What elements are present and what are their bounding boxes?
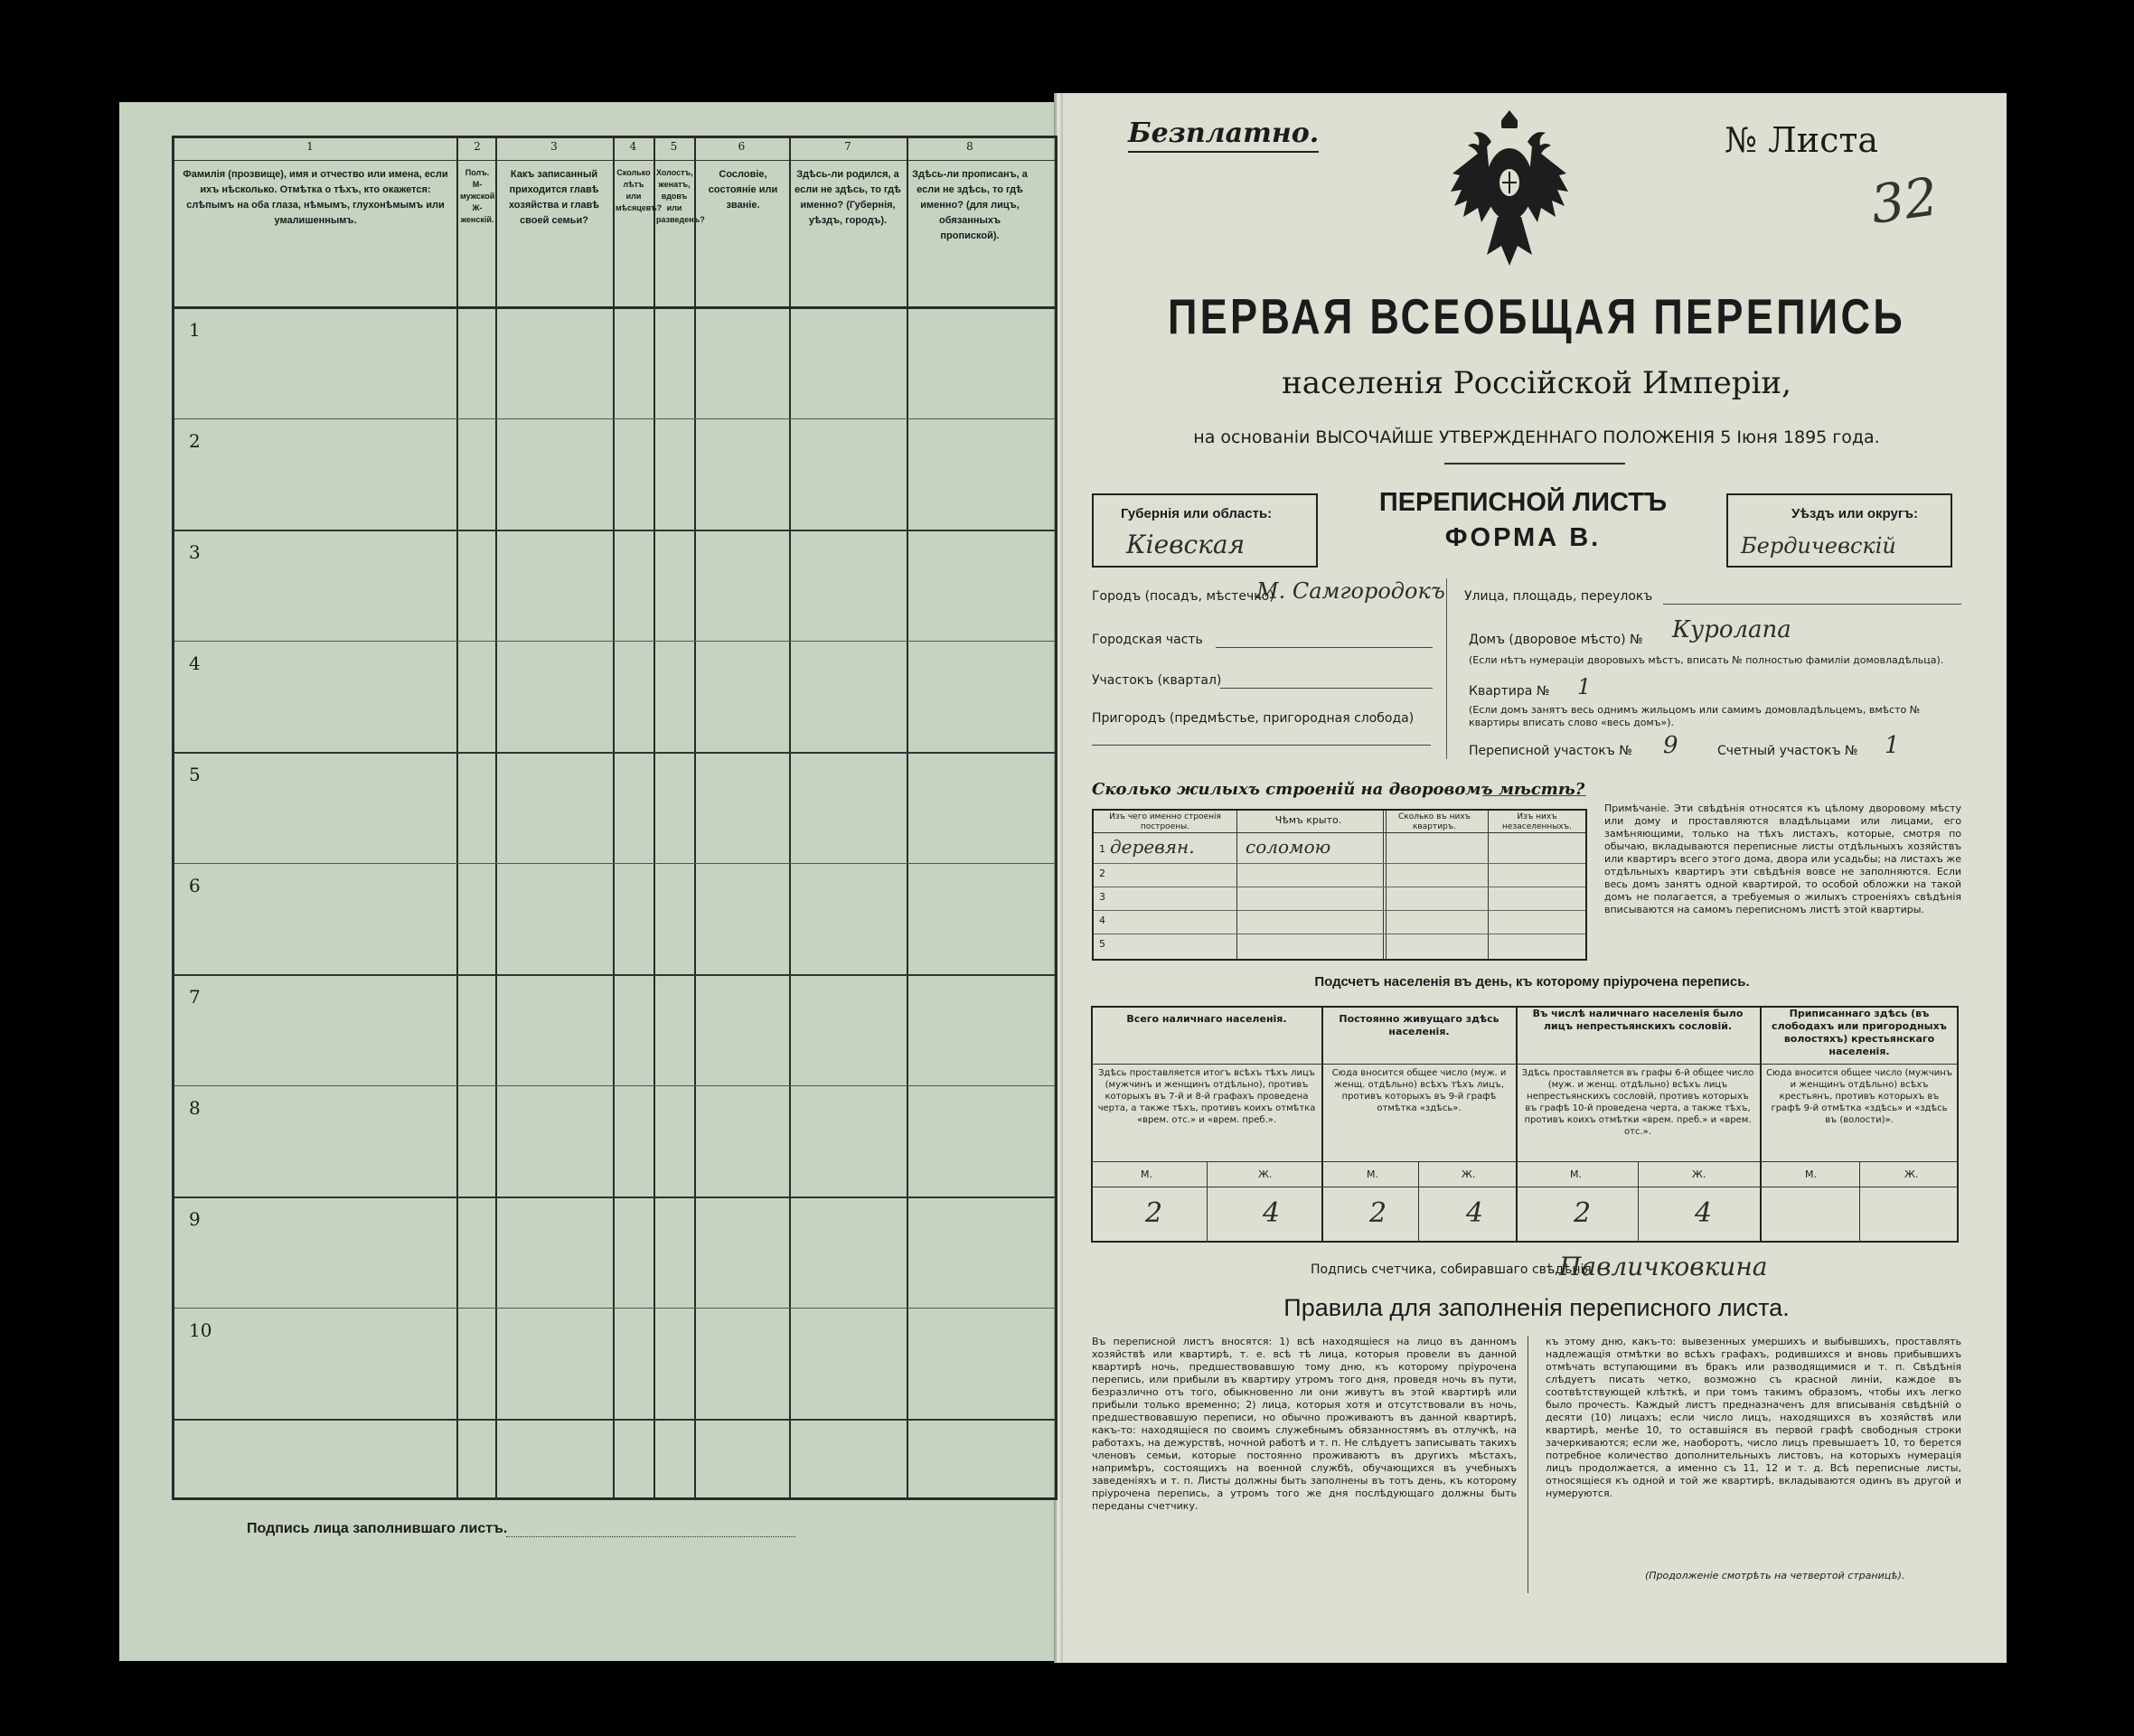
row-divider — [174, 1308, 1055, 1309]
title-rule — [1444, 463, 1625, 464]
count-group-description: Сюда вносится общее число (муж. и женщ. отдѣльно) всѣхъ тѣхъ лицъ, противъ которыхъ въ 9-й графѣ отмѣтка «здѣсь». — [1331, 1068, 1507, 1113]
suburb-label: Пригородъ (предмѣстье, пригородная слобода) — [1092, 711, 1415, 726]
column-number: 6 — [738, 140, 746, 153]
female-label: Ж. — [1692, 1168, 1706, 1180]
male-label: М. — [1805, 1168, 1817, 1180]
buildings-row-number: 3 — [1099, 891, 1105, 903]
uezd-value: Бердичевскій — [1741, 533, 1896, 558]
column-divider — [1760, 1006, 1762, 1243]
column-number: 2 — [474, 140, 481, 153]
row-number: 1 — [189, 319, 201, 341]
address-divider — [1446, 578, 1447, 759]
buildings-row-number: 5 — [1099, 938, 1105, 950]
row-divider — [1094, 910, 1585, 911]
buildings-table — [1092, 809, 1587, 961]
gubernia-value: Кіевская — [1126, 530, 1246, 559]
count-value: 2 — [1145, 1197, 1163, 1229]
rules-column-2: къ этому дню, какъ-то: вывезенных умершихъ и выбывшихъ, проставлять надлежащія отмѣтки во всѣхъ графахъ, родившихся и вновь прибывшихъ отмѣчать вступающими въ бракъ или разводящимися и т. п. Свѣдѣнія слѣдуетъ писать четко, возможно съ красной линіи, каждое въ соотвѣтствующей клѣткѣ, и при томъ такимъ образомъ, чтобы ихъ легко было прочесть. Каждый листъ предназначенъ для вписыванія свѣдѣній о десяти (10) лицахъ; если число лицъ, находящихся въ хозяйствѣ или квартирѣ, менѣе 10, то оставшіяся въ первой графѣ свободныя строки зачеркиваются; если же, наоборотъ, число лицъ превышаетъ 10, то берется потребное количество дополнительныхъ листовъ, на которыхъ нумерація лицъ продолжается, а именно съ 11, 12 и т. д. Всѣ переписные листы, относящіеся къ одной и той же квартирѣ, вкладываются одинъ въ другой и нумеруются. — [1546, 1336, 1961, 1499]
column-number: 8 — [966, 140, 973, 153]
column-divider — [1638, 1161, 1639, 1243]
column-divider — [1383, 811, 1387, 959]
column-divider — [789, 138, 791, 1497]
row-divider — [174, 418, 1055, 419]
row-number: 2 — [189, 430, 201, 452]
town-value: М. Самгородокъ — [1256, 578, 1445, 604]
count-group-header: Въ числѣ наличнаго населенія было лицъ непрестьянскихъ сословій. — [1532, 1008, 1744, 1032]
column-number: 4 — [629, 140, 637, 153]
count-group-header: Приписаннаго здѣсь (въ слободахъ или пригородныхъ волостяхъ) крестьянскаго населенія. — [1772, 1008, 1947, 1057]
free-label: Безплатно. — [1128, 117, 1319, 153]
column-divider — [1859, 1161, 1860, 1243]
column-header-age: Сколько лѣтъ или мѣсяцевъ? — [616, 168, 663, 212]
column-header-sex: Полъ. М-мужской, Ж-женскій. — [460, 168, 497, 224]
count-district-label: Счетный участокъ № — [1717, 744, 1858, 758]
uezd-label: Уѣздъ или округъ: — [1791, 506, 1919, 521]
row-number: 8 — [189, 1097, 201, 1119]
census-table — [172, 136, 1058, 1500]
count-group-description: Здѣсь проставляется въ графы 6-й общее число (муж. и женщ. отдѣльно) всѣхъ лицъ непрестьянскихъ сословій, противъ которыхъ въ графѣ 10-й проведена черта, а также тѣхъ, противъ коихъ отмѣтки «врем. преб.» и «врем. отс.». — [1521, 1068, 1754, 1137]
house-value: Куролапа — [1672, 616, 1791, 643]
row-number: 3 — [189, 541, 201, 563]
row-divider — [174, 530, 1055, 531]
column-divider — [1488, 811, 1489, 959]
female-label: Ж. — [1904, 1168, 1919, 1180]
column-numbers-row — [174, 138, 1055, 161]
rules-column-1: Въ переписной листъ вносятся: 1) всѣ находящіеся на лицо въ данномъ хозяйствѣ или квартирѣ, т. е. всѣ тѣ лица, которыя провели въ данной квартирѣ ночь, предшествовавшую тому дню, къ которому пріурочена перепись, или прибыли въ квартиру утромъ того дня, проведя ночь въ пути, безразлично отъ того, обыкновенно ли они живутъ въ этой квартирѣ или прибыли только временно; 2) лица, которыя хотя и отсутствовали въ ночь, предшествовавшую переписи, но обычно проживаютъ въ данной квартирѣ, какъ-то: находящіеся по своимъ служебнымъ обязанностямъ въ отлучкѣ, на работахъ, на дежурствѣ, ночной работѣ и т. п. Не слѣдуетъ записывать такихъ членовъ семьи, которые постоянно проживаютъ въ другихъ мѣстахъ, напримѣръ, состоящихъ на военной службѣ, обучающихся въ учебныхъ заведеніяхъ и т. п. Листы должны быть заполнены въ тотъ день, къ которому пріурочена перепись, а утромъ того же дня послѣдующаго должны быть переданы счетчику. — [1092, 1336, 1517, 1512]
column-number: 3 — [550, 140, 558, 153]
row-number: 5 — [189, 764, 201, 785]
street-label: Улица, площадь, переулокъ — [1464, 589, 1653, 604]
city-part-line[interactable] — [1216, 647, 1433, 648]
population-count-table — [1091, 1006, 1959, 1243]
row-divider — [174, 1085, 1055, 1086]
column-divider — [495, 138, 497, 1497]
subtitle: населенія Россійской Имперіи, — [1282, 365, 1791, 401]
column-number: 7 — [844, 140, 851, 153]
column-header-marital: Холостъ, женатъ, вдовъ или разведенъ? — [656, 168, 705, 224]
column-divider — [694, 138, 696, 1497]
count-group-header: Всего наличнаго населенія. — [1126, 1013, 1287, 1025]
female-label: Ж. — [1462, 1168, 1476, 1180]
column-divider — [456, 138, 458, 1497]
district-line[interactable] — [1220, 688, 1433, 689]
male-label: М. — [1570, 1168, 1582, 1180]
town-label: Городъ (посадъ, мѣстечко) — [1092, 589, 1274, 604]
row-number: 6 — [189, 875, 201, 896]
female-label: Ж. — [1258, 1168, 1273, 1180]
signature-line — [506, 1536, 795, 1537]
buildings-row-number: 1 — [1099, 843, 1105, 855]
column-header-registration: Здѣсь-ли прописанъ, а если не здѣсь, то гдѣ именно? (для лицъ, обязанныхъ пропиской). — [912, 169, 1028, 241]
counter-signature-label: Подпись счетчика, собиравшаго свѣдѣнія — [1311, 1262, 1592, 1277]
column-divider — [653, 138, 655, 1497]
house-note: (Если нѣтъ нумераціи дворовыхъ мѣстъ, вписать № полностью фамиліи домовладѣльца). — [1469, 654, 1944, 666]
row-divider — [174, 752, 1055, 754]
row-number: 10 — [189, 1319, 212, 1341]
male-label: М. — [1367, 1168, 1378, 1180]
column-header-name: Фамилія (прозвище), имя и отчество или имена, если ихъ нѣсколько. Отмѣтка о тѣхъ, кто окажется: слѣпымъ на оба глаза, нѣмымъ, глухонѣмымъ или умалишеннымъ. — [183, 169, 448, 226]
rules-continued-note: (Продолженіе смотрѣть на четвертой страницѣ). — [1645, 1570, 1905, 1581]
column-divider — [1516, 1006, 1518, 1243]
column-header-birthplace: Здѣсь-ли родился, а если не здѣсь, то гдѣ именно? (Губернія, уѣздъ, городъ). — [794, 169, 901, 226]
gubernia-box — [1092, 493, 1318, 568]
sheet-number — [1725, 120, 1878, 160]
row-divider — [174, 1419, 1055, 1421]
buildings-header: Сколько въ нихъ квартиръ. — [1397, 812, 1471, 831]
count-value: 2 — [1574, 1197, 1592, 1229]
row-divider — [174, 641, 1055, 642]
column-divider — [1236, 811, 1237, 959]
count-district-value: 1 — [1885, 732, 1900, 759]
column-divider — [1207, 1161, 1208, 1243]
column-divider — [1418, 1161, 1419, 1243]
buildings-roof: соломою — [1246, 836, 1331, 858]
census-district-value: 9 — [1663, 732, 1678, 759]
double-headed-eagle-emblem — [1451, 110, 1568, 268]
form-title: ПЕРЕПИСНОЙ ЛИСТЪ — [1378, 488, 1668, 517]
apartment-label: Квартира № — [1469, 684, 1550, 699]
census-district-label: Переписной участокъ № — [1469, 744, 1632, 758]
street-line[interactable] — [1663, 604, 1961, 605]
buildings-row-number: 2 — [1099, 868, 1105, 879]
column-divider — [907, 138, 908, 1497]
left-signature-label: Подпись лица заполнившаго листъ. — [247, 1521, 508, 1536]
buildings-header: Чѣмъ крыто. — [1274, 814, 1342, 826]
count-group-header: Постоянно живущаго здѣсь населенія. — [1339, 1013, 1499, 1037]
row-divider — [174, 863, 1055, 864]
column-header-relation: Какъ записанный приходится главѣ хозяйства и главѣ своей семьи? — [508, 169, 600, 226]
sheet-number-handwritten: 32 — [1866, 165, 1942, 236]
count-value: 4 — [1695, 1197, 1713, 1229]
row-divider — [1091, 1161, 1959, 1162]
column-header-estate: Сословіе, состояніе или званіе. — [708, 169, 778, 211]
uezd-box — [1726, 493, 1952, 568]
count-title: Подсчетъ населенія въ день, къ которому пріурочена перепись. — [1314, 974, 1750, 990]
form-header — [1329, 488, 1717, 553]
count-group-description: Сюда вносится общее число (мужчинъ и женщинъ отдѣльно) всѣхъ крестьянъ, противъ которыхъ въ графѣ 9-й отмѣтка «здѣсь» и «здѣсь въ (волости)». — [1766, 1068, 1952, 1125]
buildings-title: Сколько жилыхъ строеній на дворовомъ мѣстѣ? — [1092, 780, 1585, 799]
buildings-row-number: 4 — [1099, 915, 1105, 926]
count-value: 4 — [1263, 1197, 1281, 1229]
count-value: 4 — [1466, 1197, 1484, 1229]
main-title: ПЕРВАЯ ВСЕОБЩАЯ ПЕРЕПИСЬ — [1167, 288, 1906, 344]
row-divider — [174, 1196, 1055, 1198]
apartment-note: (Если домъ занятъ весь однимъ жильцомъ или самимъ домовладѣльцемъ, вмѣсто № квартиры вписать слово «весь домъ»). — [1469, 704, 1921, 728]
gubernia-label: Губернія или область: — [1121, 506, 1273, 521]
table-header-row — [174, 160, 1055, 309]
district-label: Участокъ (квартал) — [1092, 673, 1222, 688]
male-label: М. — [1141, 1168, 1152, 1180]
buildings-header: Изъ нихъ незаселенныхъ. — [1502, 812, 1572, 831]
column-number: 5 — [670, 140, 678, 153]
buildings-answer-line[interactable] — [1482, 795, 1586, 796]
column-divider — [1321, 1006, 1323, 1243]
row-divider — [174, 974, 1055, 976]
sheet-number-label: № Листа — [1725, 120, 1879, 160]
column-divider — [613, 138, 615, 1497]
column-number: 1 — [306, 140, 314, 153]
row-number: 7 — [189, 986, 201, 1008]
form-letter: ФОРМА В. — [1444, 523, 1602, 552]
suburb-line[interactable] — [1092, 745, 1431, 746]
basis-line: на основаніи ВЫСОЧАЙШЕ УТВЕРЖДЕННАГО ПОЛОЖЕНІЯ 5 Іюня 1895 года. — [1193, 427, 1880, 447]
city-part-label: Городская часть — [1092, 633, 1203, 647]
buildings-header-divider — [1094, 832, 1585, 833]
buildings-header: Изъ чего именно строенія построены. — [1109, 812, 1221, 831]
row-divider — [1094, 863, 1585, 864]
count-value: 2 — [1369, 1197, 1387, 1229]
row-number: 4 — [189, 652, 201, 674]
house-label: Домъ (дворовое мѣсто) № — [1469, 633, 1643, 647]
count-group-description: Здѣсь проставляется итогъ всѣхъ тѣхъ лицъ (мужчинъ и женщинъ отдѣльно), противъ которыхъ въ 7-й и 8-й графахъ проведена черта, а также тѣхъ, противъ коихъ отмѣтка «врем. отс.» и «врем. преб.». — [1097, 1068, 1316, 1125]
buildings-note: Примѣчаніе. Эти свѣдѣнія относятся къ цѣлому дворовому мѣсту или дому и проставляются владѣльцами или лицами, его замѣняющими, только на тѣхъ листахъ, которые, смотря по обычаю, вкладываются переписные листы отдѣльныхъ хозяйствъ или квартиръ всего этого дома, двора или усадьбы; на листахъ же отдѣльныхъ квартиръ эти свѣдѣнія вовсе не заполняются. Если весь домъ занятъ одной квартирой, то особой обложки на такой домъ не полагается, а требуемыя о жилыхъ строеніяхъ свѣдѣнія вписываются на самомъ переписномъ листѣ этой квартиры. — [1604, 802, 1961, 915]
row-number: 9 — [189, 1208, 201, 1230]
apartment-value: 1 — [1577, 674, 1592, 699]
rules-title: Правила для заполненія переписного листа. — [1283, 1294, 1790, 1321]
row-divider — [1091, 1064, 1959, 1065]
buildings-material: деревян. — [1110, 836, 1195, 858]
counter-signature: Павличковкина — [1559, 1252, 1768, 1281]
